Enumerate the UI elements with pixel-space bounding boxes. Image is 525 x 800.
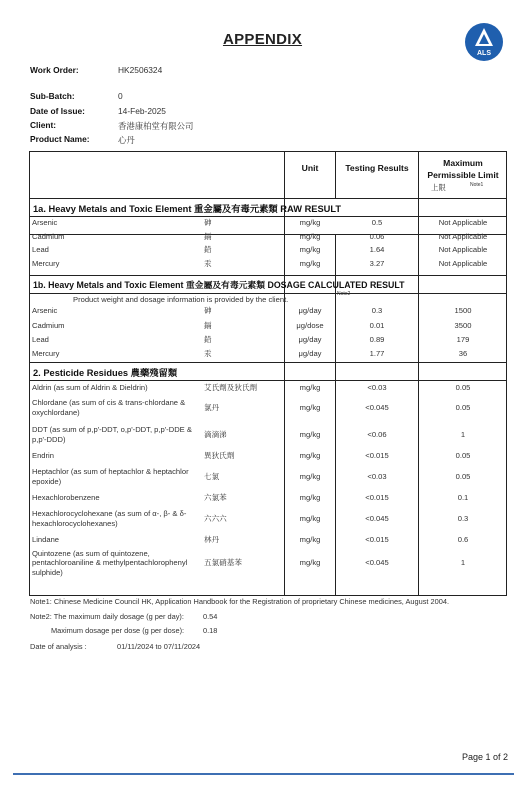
row-analyte-zh: 六氯苯 bbox=[204, 493, 227, 503]
analysis-date-label: Date of analysis : bbox=[30, 642, 87, 651]
row-max-limit: 3500 bbox=[454, 320, 472, 330]
row-unit: μg/day bbox=[298, 334, 322, 344]
row-max-limit: 0.6 bbox=[457, 535, 469, 545]
row-analyte-name: Cadmium bbox=[32, 231, 65, 241]
row-analyte-zh: 汞 bbox=[204, 258, 212, 268]
row-unit: μg/day bbox=[298, 306, 322, 316]
row-unit: mg/kg bbox=[299, 429, 321, 439]
results-table bbox=[29, 151, 507, 596]
meta-label: Sub-Batch: bbox=[30, 91, 75, 101]
row-unit: mg/kg bbox=[299, 258, 321, 268]
row-analyte-zh: 砷 bbox=[204, 218, 212, 228]
row-unit: mg/kg bbox=[299, 558, 321, 568]
section-1b-subtitle: Product weight and dosage information is provided by the client. bbox=[73, 295, 289, 304]
row-testing-result: <0.015 bbox=[365, 450, 389, 460]
row-analyte-zh: 鉛 bbox=[204, 245, 212, 255]
row-analyte-name: Lead bbox=[32, 245, 49, 255]
row-analyte-name: DDT (as sum of p,p'-DDT, o,p'-DDT, p,p'-DDE & p,p'-DDD) bbox=[32, 425, 192, 444]
section-1b-title: 1b. Heavy Metals and Toxic Element 重金屬及有毒元素類 DOSAGE CALCULATED RESULT bbox=[33, 280, 405, 290]
row-max-limit: 0.05 bbox=[455, 450, 471, 460]
row-max-limit: 1 bbox=[460, 429, 466, 439]
row-testing-result: <0.015 bbox=[365, 493, 389, 503]
meta-value: 心丹 bbox=[118, 135, 135, 145]
page-title: APPENDIX bbox=[222, 31, 303, 48]
row-testing-result: <0.045 bbox=[365, 558, 389, 568]
meta-value: 0 bbox=[118, 91, 123, 101]
row-analyte-name: Arsenic bbox=[32, 218, 58, 228]
row-testing-result: <0.06 bbox=[367, 429, 387, 439]
row-testing-result: 1.77 bbox=[369, 348, 385, 358]
row-max-limit: 0.1 bbox=[457, 493, 469, 503]
col-mpl-header-line2: Permissible Limit bbox=[427, 170, 499, 180]
row-testing-result: 3.27 bbox=[369, 258, 385, 268]
note2b-label: Maximum dosage per dose (g per dose): bbox=[51, 626, 185, 635]
section-1b-note-ref: Note2 bbox=[337, 291, 351, 297]
meta-label: Product Name: bbox=[30, 134, 90, 144]
row-analyte-name: Aldrin (as sum of Aldrin & Dieldrin) bbox=[32, 382, 148, 392]
row-max-limit: Not Applicable bbox=[438, 231, 488, 241]
meta-label: Work Order: bbox=[30, 65, 79, 75]
row-max-limit: 36 bbox=[458, 348, 468, 358]
meta-label: Date of Issue: bbox=[30, 106, 85, 116]
note2b-value: 0.18 bbox=[203, 626, 218, 635]
row-max-limit: 0.05 bbox=[455, 471, 471, 481]
row-testing-result: 0.3 bbox=[371, 306, 383, 316]
row-analyte-zh: 鎘 bbox=[204, 231, 212, 241]
row-unit: mg/kg bbox=[299, 493, 321, 503]
row-analyte-zh: 氯丹 bbox=[204, 403, 220, 413]
row-max-limit: Not Applicable bbox=[438, 258, 488, 268]
col-unit-header: Unit bbox=[301, 163, 319, 173]
row-unit: mg/kg bbox=[299, 471, 321, 481]
row-testing-result: <0.03 bbox=[367, 471, 387, 481]
row-unit: mg/kg bbox=[299, 382, 321, 392]
meta-value: HK2506324 bbox=[118, 65, 163, 75]
note1: Note1: Chinese Medicine Council HK, Application Handbook for the Registration of proprietary Chinese medicines, August 2004. bbox=[30, 597, 450, 606]
row-testing-result: <0.03 bbox=[367, 382, 387, 392]
row-testing-result: 0.06 bbox=[369, 231, 385, 241]
row-analyte-zh: 滴滴涕 bbox=[204, 429, 227, 439]
row-max-limit: 1 bbox=[460, 558, 466, 568]
meta-value: 香港康柏堂有限公司 bbox=[118, 121, 194, 131]
row-unit: mg/kg bbox=[299, 535, 321, 545]
note2-label: Note2: The maximum daily dosage (g per day): bbox=[30, 612, 184, 621]
row-analyte-name: Hexachlorocyclohexane (as sum of α-, β- & δ-hexachlorocyclohexanes) bbox=[32, 509, 187, 528]
row-analyte-name: Heptachlor (as sum of heptachlor & heptachlor epoxide) bbox=[32, 467, 189, 486]
row-analyte-zh: 艾氏劑及狄氏劑 bbox=[204, 382, 258, 392]
row-analyte-zh: 異狄氏劑 bbox=[204, 450, 235, 460]
row-unit: mg/kg bbox=[299, 514, 321, 524]
row-analyte-name: Mercury bbox=[32, 348, 60, 358]
row-max-limit: Not Applicable bbox=[438, 245, 488, 255]
row-unit: mg/kg bbox=[299, 450, 321, 460]
row-analyte-name: Lead bbox=[32, 334, 49, 344]
col-mpl-header-line1: Maximum bbox=[443, 158, 483, 168]
row-testing-result: <0.015 bbox=[365, 535, 389, 545]
col-mpl-header-zh: 上限 bbox=[431, 183, 446, 192]
row-unit: μg/dose bbox=[296, 320, 324, 330]
row-testing-result: 0.5 bbox=[371, 218, 383, 228]
row-analyte-name: Quintozene (as sum of quintozene, pentachloroaniline & methylpentachlorophenyl sulphide) bbox=[32, 548, 188, 577]
col-testing-results-header: Testing Results bbox=[345, 163, 409, 173]
row-unit: μg/day bbox=[298, 348, 322, 358]
als-logo bbox=[464, 22, 504, 62]
note2-value: 0.54 bbox=[203, 612, 218, 621]
row-analyte-name: Chlordane (as sum of cis & trans-chlordane & oxychlordane) bbox=[32, 398, 186, 417]
row-analyte-name: Cadmium bbox=[32, 320, 65, 330]
row-unit: mg/kg bbox=[299, 403, 321, 413]
row-unit: mg/kg bbox=[299, 218, 321, 228]
col-mpl-note-ref: Note1 bbox=[470, 182, 484, 188]
row-analyte-name: Mercury bbox=[32, 258, 60, 268]
row-testing-result: <0.045 bbox=[365, 403, 389, 413]
row-max-limit: 0.05 bbox=[455, 382, 471, 392]
row-max-limit: 1500 bbox=[454, 306, 472, 316]
row-max-limit: Not Applicable bbox=[438, 218, 488, 228]
meta-label: Client: bbox=[30, 120, 57, 130]
row-testing-result: <0.045 bbox=[365, 514, 389, 524]
row-analyte-zh: 鎘 bbox=[204, 320, 212, 330]
meta-value: 14-Feb-2025 bbox=[118, 106, 166, 116]
row-analyte-name: Arsenic bbox=[32, 306, 58, 316]
row-analyte-zh: 六六六 bbox=[204, 514, 227, 524]
row-testing-result: 0.89 bbox=[369, 334, 385, 344]
row-unit: mg/kg bbox=[299, 231, 321, 241]
row-analyte-zh: 林丹 bbox=[204, 535, 220, 545]
row-analyte-name: Lindane bbox=[32, 535, 60, 545]
row-testing-result: 1.64 bbox=[369, 245, 385, 255]
analysis-date-value: 01/11/2024 to 07/11/2024 bbox=[117, 642, 201, 651]
row-max-limit: 0.05 bbox=[455, 403, 471, 413]
row-analyte-name: Hexachlorobenzene bbox=[32, 493, 100, 503]
row-analyte-zh: 七氯 bbox=[204, 471, 220, 481]
row-analyte-zh: 汞 bbox=[204, 348, 212, 358]
row-max-limit: 179 bbox=[456, 334, 470, 344]
row-analyte-zh: 鉛 bbox=[204, 334, 212, 344]
logo-text: ALS bbox=[477, 50, 491, 57]
footer-rule bbox=[13, 773, 514, 775]
row-analyte-zh: 五氯硝基苯 bbox=[204, 558, 242, 568]
row-max-limit: 0.3 bbox=[457, 514, 469, 524]
row-analyte-zh: 砷 bbox=[204, 306, 212, 316]
page-number: Page 1 of 2 bbox=[461, 752, 508, 762]
row-testing-result: 0.01 bbox=[369, 320, 385, 330]
section-1a-title: 1a. Heavy Metals and Toxic Element 重金屬及有毒元素類 RAW RESULT bbox=[33, 204, 342, 214]
section-2-title: 2. Pesticide Residues 農藥殘留類 bbox=[33, 368, 178, 378]
row-unit: mg/kg bbox=[299, 245, 321, 255]
row-analyte-name: Endrin bbox=[32, 450, 54, 460]
